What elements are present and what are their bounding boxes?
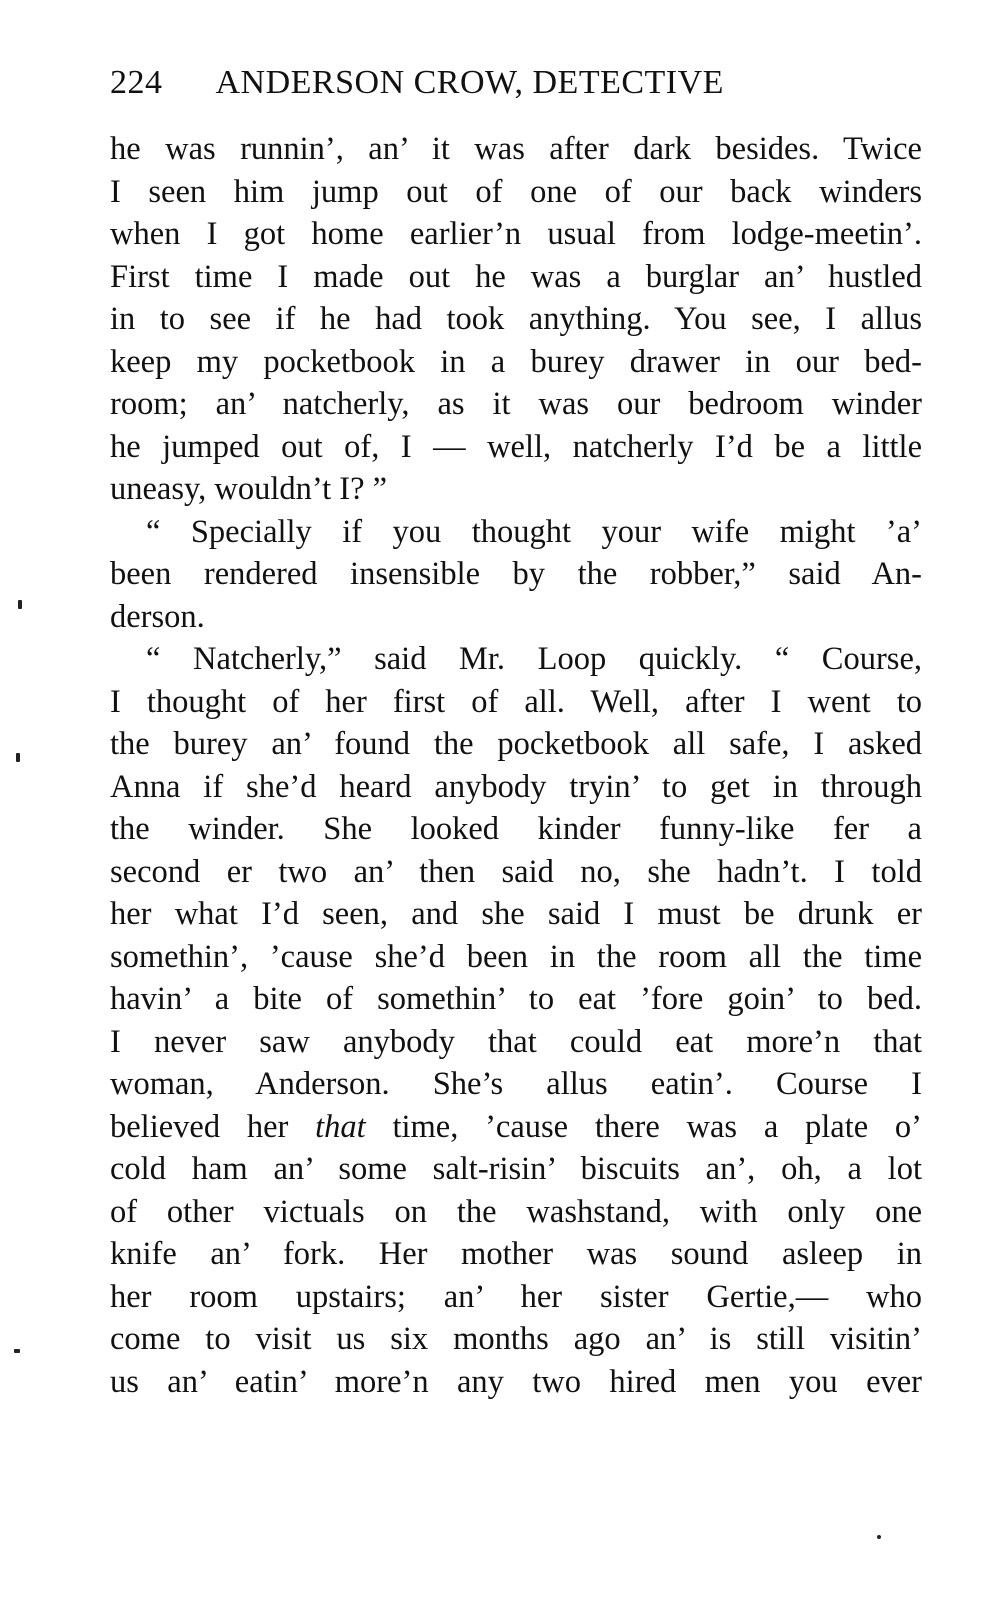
- text-line-part: time, ’cause there was a plate o’: [392, 1108, 922, 1145]
- page-number: 224: [110, 64, 163, 101]
- text-line: her what I’d seen, and she said I must be drunk er: [110, 896, 922, 932]
- text-line-part: believed her: [110, 1108, 289, 1145]
- text-line: First time I made out he was a burglar an’ hustled: [110, 258, 922, 295]
- text-line: uneasy, wouldn’t I? ”: [110, 471, 388, 507]
- text-line: the winder. She looked kinder funny-like fer a: [110, 811, 922, 847]
- page-speck: [877, 1535, 881, 1539]
- text-line: of other victuals on the washstand, with only one: [110, 1193, 922, 1230]
- text-line: us an’ eatin’ more’n any two hired men you ever: [110, 1363, 922, 1400]
- running-head: [110, 58, 930, 108]
- text-line: come to visit us six months ago an’ is still visitin’: [110, 1321, 922, 1357]
- text-line: room; an’ natcherly, as it was our bedroom winder: [110, 386, 922, 422]
- margin-speck: [14, 1349, 20, 1353]
- text-line: been rendered insensible by the robber,” said An-: [110, 556, 922, 592]
- body-text: [110, 128, 922, 1403]
- text-line: he was runnin’, an’ it was after dark besides. Twice: [110, 131, 922, 167]
- margin-speck: [16, 753, 20, 762]
- text-line: derson.: [110, 598, 205, 635]
- text-line: “ Natcherly,” said Mr. Loop quickly. “ Course,: [146, 641, 922, 677]
- text-line: second er two an’ then said no, she hadn’t. I told: [110, 853, 922, 890]
- text-line: Anna if she’d heard anybody tryin’ to get in through: [110, 768, 922, 805]
- text-line: her room upstairs; an’ her sister Gertie,— who: [110, 1278, 922, 1315]
- text-line: havin’ a bite of somethin’ to eat ’fore goin’ to bed.: [110, 981, 922, 1017]
- emphasis: that: [315, 1108, 366, 1145]
- text-line: cold ham an’ some salt-risin’ biscuits an’, oh, a lot: [110, 1151, 922, 1187]
- text-line: he jumped out of, I — well, natcherly I’d be a little: [110, 428, 922, 465]
- margin-speck: [18, 600, 22, 609]
- text-line: [110, 1106, 922, 1149]
- text-line: I thought of her first of all. Well, after I went to: [110, 683, 922, 720]
- text-line: “ Specially if you thought your wife might ’a’: [146, 513, 922, 550]
- text-line: when I got home earlier’n usual from lodge-meetin’.: [110, 216, 922, 252]
- text-line: keep my pocketbook in a burey drawer in our bed-: [110, 343, 922, 380]
- text-line: I never saw anybody that could eat more’n that: [110, 1023, 922, 1060]
- text-line: knife an’ fork. Her mother was sound asleep in: [110, 1236, 922, 1272]
- text-line: I seen him jump out of one of our back winders: [110, 173, 922, 210]
- text-line: the burey an’ found the pocketbook all safe, I asked: [110, 726, 922, 762]
- text-line: woman, Anderson. She’s allus eatin’. Course I: [110, 1066, 922, 1102]
- text-line: somethin’, ’cause she’d been in the room all the time: [110, 938, 922, 975]
- running-title: ANDERSON CROW, DETECTIVE: [215, 64, 724, 101]
- text-line: in to see if he had took anything. You see, I allus: [110, 301, 922, 337]
